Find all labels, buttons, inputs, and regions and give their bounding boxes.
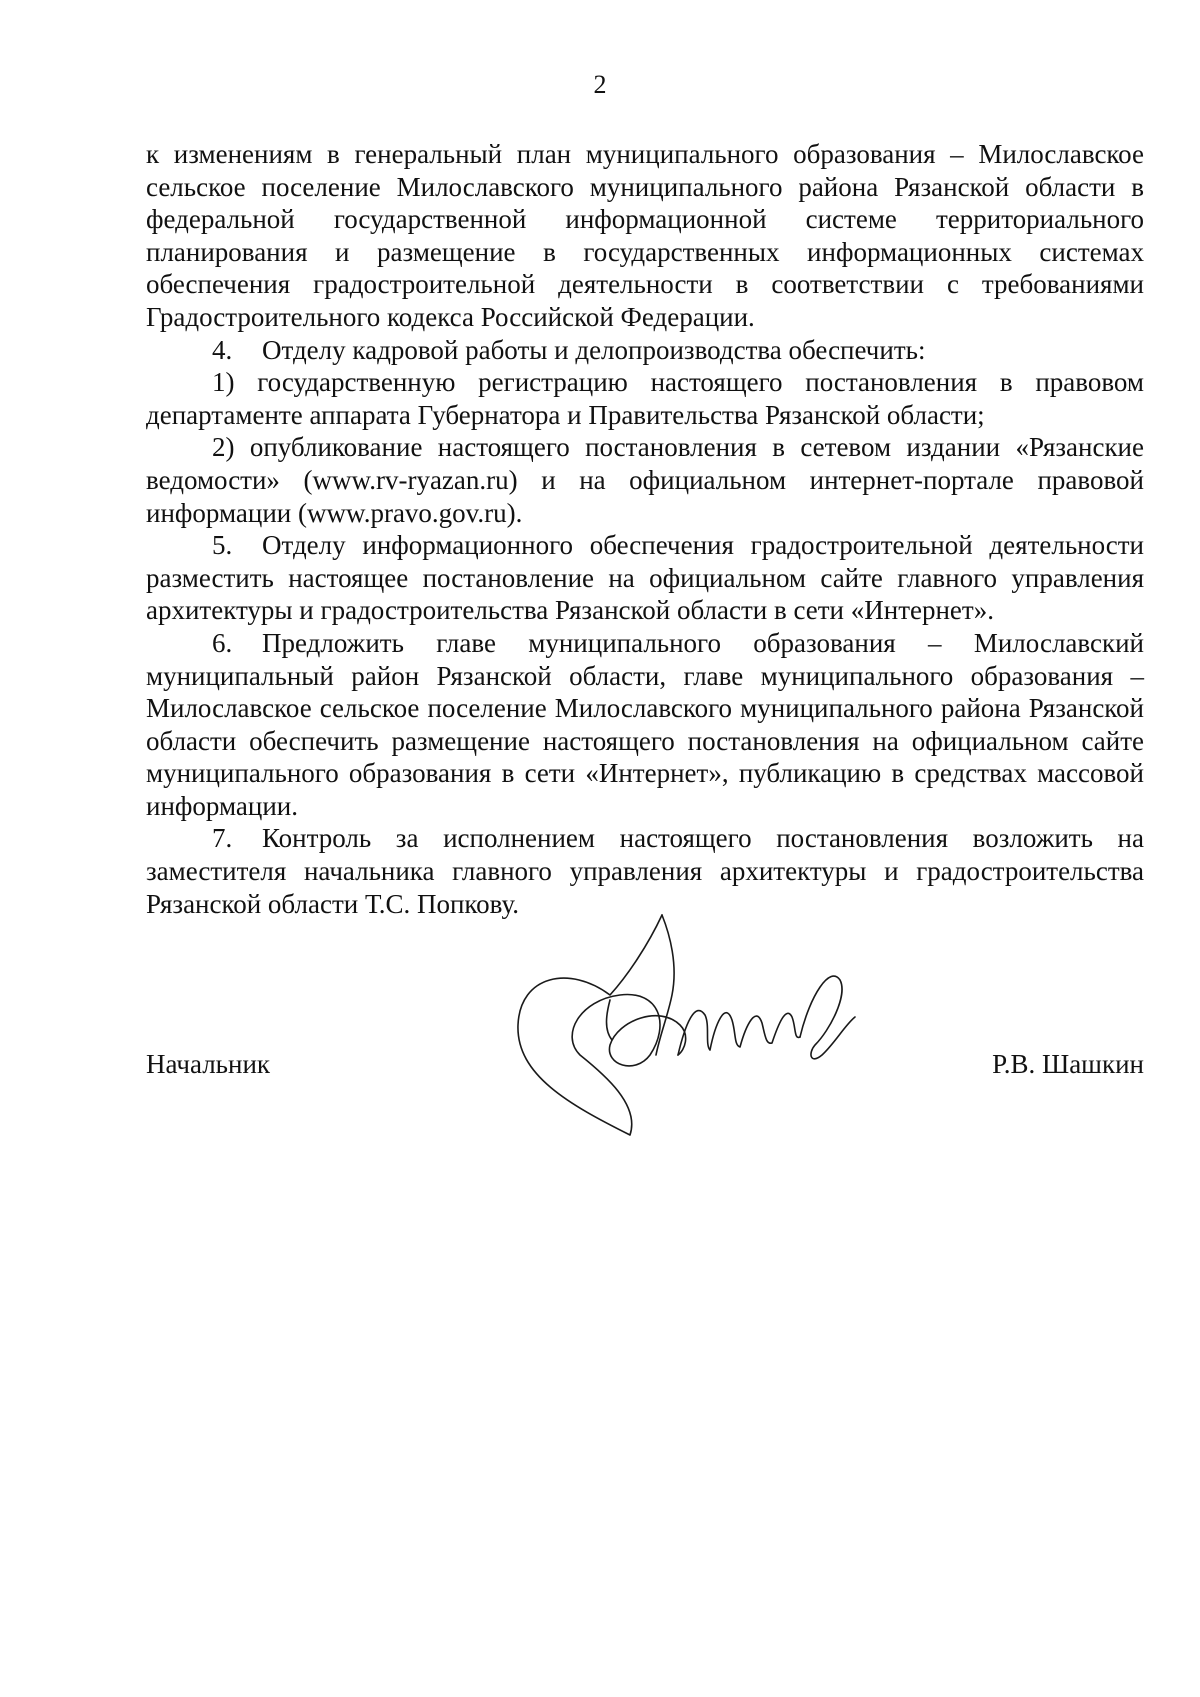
paragraph-item-5 bbox=[146, 529, 1144, 627]
paragraph-text: Контроль за исполнением настоящего постановления возложить на заместителя начальника главного управления архитектуры и градостроительства Рязанской области Т.С. Попкову. bbox=[146, 823, 1144, 919]
paragraph-item-6 bbox=[146, 627, 1144, 823]
paragraph-intro bbox=[146, 138, 1144, 334]
handwritten-signature-icon bbox=[510, 905, 890, 1145]
paragraph-number: 4. bbox=[212, 334, 233, 365]
paragraph-text: Отделу информационного обеспечения градостроительной деятельности разместить настоящее постановление на официальном сайте главного управления архитектуры и градостроительства Рязанской области в сети «Интернет». bbox=[146, 530, 1144, 626]
paragraph-text: 2) опубликование настоящего постановления в сетевом издании «Рязанские ведомости» (www.rv-ryazan.ru) и на официальном интернет-портале правовой информации (www.pravo.gov.ru). bbox=[146, 432, 1144, 528]
signatory-position: Начальник bbox=[146, 1049, 271, 1079]
paragraph-text: Отделу кадровой работы и делопроизводства обеспечить: bbox=[262, 334, 926, 365]
document-body bbox=[146, 138, 1144, 920]
paragraph-item-4 bbox=[146, 334, 1144, 367]
paragraph-text: к изменениям в генеральный план муниципального образования – Милославское сельское поселение Милославского муниципального района Рязанской области в федеральной государственной информационной системе территориального планирования и размещение в государственных информационных системах обеспечения градостроительной деятельности в соответствии с требованиями Градостроительного кодекса Российской Федерации. bbox=[146, 139, 1144, 332]
paragraph-number: 5. bbox=[212, 530, 233, 561]
signature-block bbox=[146, 1048, 1144, 1088]
page-number: 2 bbox=[593, 70, 607, 99]
paragraph-number: 6. bbox=[212, 627, 233, 658]
paragraph-subitem-1 bbox=[146, 366, 1144, 431]
paragraph-text: Предложить главе муниципального образования – Милославский муниципальный район Рязанской области, главе муниципального образования – Милославское сельское поселение Милославского муниципального района Рязанской области обеспечить размещение настоящего постановления на официальном сайте муниципального образования в сети «Интернет», публикацию в средствах массовой информации. bbox=[146, 627, 1144, 821]
paragraph-text: 1) государственную регистрацию настоящего постановления в правовом департаменте аппарата Губернатора и Правительства Рязанской области; bbox=[146, 367, 1144, 430]
paragraph-subitem-2 bbox=[146, 431, 1144, 529]
paragraph-number: 7. bbox=[212, 823, 233, 854]
signatory-name: Р.В. Шашкин bbox=[992, 1049, 1144, 1079]
